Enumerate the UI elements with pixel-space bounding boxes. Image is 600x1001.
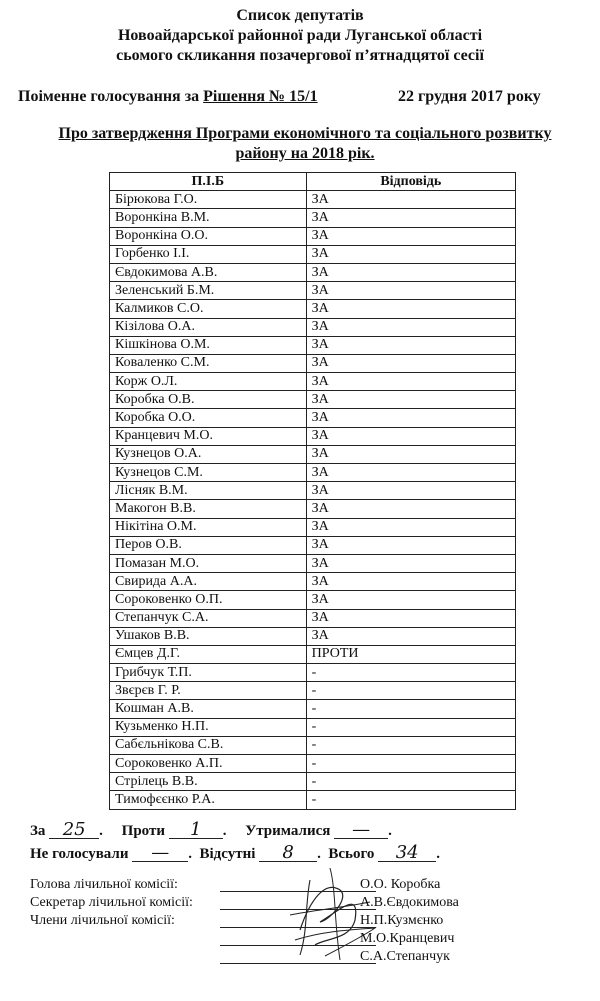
deputy-name-cell: Євдокимова А.В.	[110, 263, 307, 281]
table-row	[110, 391, 516, 409]
deputy-name-cell: Стрілець В.В.	[110, 773, 307, 791]
vote-answer-cell: ЗА	[306, 209, 515, 227]
table-row	[110, 482, 516, 500]
commission-secretary-name: А.В.Євдокимова	[360, 895, 459, 910]
vote-answer-cell: ЗА	[306, 354, 515, 372]
vote-answer-cell: ЗА	[306, 227, 515, 245]
deputy-name-cell: Кішкінова О.М.	[110, 336, 307, 354]
vote-answer-cell: ЗА	[306, 591, 515, 609]
totals-line-1: За 25 . Проти 1 . Утрималися — .	[30, 819, 392, 840]
deputy-name-cell: Кранцевич М.О.	[110, 427, 307, 445]
vote-line	[18, 88, 578, 106]
votes-body	[110, 191, 516, 809]
vote-date: 22 грудня 2017 року	[398, 88, 541, 105]
deputy-name-cell: Ушаков В.В.	[110, 627, 307, 645]
deputy-name-cell: Сороковенко А.П.	[110, 755, 307, 773]
table-row	[110, 591, 516, 609]
vote-answer-cell: ЗА	[306, 300, 515, 318]
totals-line-2: Не голосували — . Відсутні 8 . Всього 34 .	[30, 842, 440, 863]
table-row	[110, 427, 516, 445]
deputy-name-cell: Макогон В.В.	[110, 500, 307, 518]
vote-answer-cell: ЗА	[306, 573, 515, 591]
vote-answer-cell: -	[306, 736, 515, 754]
deputy-name-cell: Корж О.Л.	[110, 373, 307, 391]
utrym-label: Утрималися	[245, 823, 331, 839]
subject-line-2: району на 2018 рік.	[235, 145, 375, 162]
vote-answer-cell: -	[306, 791, 515, 809]
header-answer: Відповідь	[306, 173, 515, 191]
commission-names	[360, 876, 459, 966]
vote-answer-cell: ЗА	[306, 427, 515, 445]
deputy-name-cell: Лісняк В.М.	[110, 482, 307, 500]
header-title: Список депутатів	[236, 7, 364, 24]
table-row	[110, 500, 516, 518]
vote-answer-cell: ЗА	[306, 336, 515, 354]
table-row	[110, 263, 516, 281]
table-row	[110, 791, 516, 809]
header-session: сьомого скликання позачергової п’ятнадцятої сесії	[116, 47, 484, 64]
vote-answer-cell: ЗА	[306, 464, 515, 482]
proty-label: Проти	[121, 823, 165, 839]
deputy-name-cell: Свирида А.А.	[110, 573, 307, 591]
vote-answer-cell: ЗА	[306, 536, 515, 554]
deputy-name-cell: Коробка О.О.	[110, 409, 307, 427]
table-row	[110, 336, 516, 354]
table-row	[110, 464, 516, 482]
table-row	[110, 227, 516, 245]
deputy-name-cell: Сабєльнікова С.В.	[110, 736, 307, 754]
table-row	[110, 718, 516, 736]
vote-answer-cell: -	[306, 718, 515, 736]
table-row	[110, 573, 516, 591]
table-row	[110, 300, 516, 318]
deputy-name-cell: Калмиков С.О.	[110, 300, 307, 318]
vote-answer-cell: ЗА	[306, 282, 515, 300]
vote-answer-cell: -	[306, 773, 515, 791]
table-row	[110, 318, 516, 336]
decision-subject	[20, 124, 590, 164]
commission-head-name: О.О. Коробка	[360, 877, 441, 892]
table-row	[110, 700, 516, 718]
deputy-name-cell: Зеленський Б.М.	[110, 282, 307, 300]
votes-table	[109, 172, 516, 810]
table-row	[110, 409, 516, 427]
deputy-name-cell: Ємцев Д.Г.	[110, 645, 307, 663]
vsogo-label: Всього	[328, 846, 375, 862]
vote-prefix: Поіменне голосування за	[18, 88, 204, 105]
deputy-name-cell: Кізілова О.А.	[110, 318, 307, 336]
deputy-name-cell: Нікітіна О.М.	[110, 518, 307, 536]
vote-answer-cell: ЗА	[306, 191, 515, 209]
header-council: Новоайдарської районної ради Луганської області	[117, 27, 483, 44]
vote-answer-cell: ЗА	[306, 263, 515, 281]
commission-members-label: Члени лічильної комісії:	[30, 913, 175, 928]
table-row	[110, 373, 516, 391]
deputy-name-cell: Грибчук Т.П.	[110, 664, 307, 682]
deputy-name-cell: Коваленко С.М.	[110, 354, 307, 372]
vote-answer-cell: ЗА	[306, 373, 515, 391]
table-row	[110, 682, 516, 700]
deputy-name-cell: Перов О.В.	[110, 536, 307, 554]
ne-value: —	[132, 845, 188, 862]
vidsutni-value: 8	[259, 845, 317, 862]
deputy-name-cell: Кузнецов С.М.	[110, 464, 307, 482]
vote-answer-cell: ЗА	[306, 409, 515, 427]
vote-answer-cell: ЗА	[306, 554, 515, 572]
deputy-name-cell: Помазан М.О.	[110, 554, 307, 572]
proty-value: 1	[169, 822, 223, 839]
table-row	[110, 773, 516, 791]
za-label: За	[30, 823, 46, 839]
document-header	[0, 6, 600, 66]
commission-head-label: Голова лічильної комісії:	[30, 877, 178, 892]
table-row	[110, 536, 516, 554]
vote-answer-cell: ЗА	[306, 518, 515, 536]
deputy-name-cell: Воронкіна О.О.	[110, 227, 307, 245]
vsogo-value: 34	[378, 845, 436, 862]
header-name: П.І.Б	[110, 173, 307, 191]
vote-answer-cell: -	[306, 682, 515, 700]
table-row	[110, 354, 516, 372]
vote-answer-cell: -	[306, 700, 515, 718]
commission-secretary-label: Секретар лічильної комісії:	[30, 895, 193, 910]
table-header-row	[110, 173, 516, 191]
vote-answer-cell: ЗА	[306, 445, 515, 463]
table-row	[110, 736, 516, 754]
deputy-name-cell: Горбенко І.І.	[110, 245, 307, 263]
table-row	[110, 445, 516, 463]
table-row	[110, 518, 516, 536]
deputy-name-cell: Кузьменко Н.П.	[110, 718, 307, 736]
vote-answer-cell: ЗА	[306, 627, 515, 645]
commission-member-2: М.О.Кранцевич	[360, 931, 455, 946]
commission-member-1: Н.П.Кузмєнко	[360, 913, 444, 928]
deputy-name-cell: Коробка О.В.	[110, 391, 307, 409]
vote-answer-cell: ЗА	[306, 245, 515, 263]
table-row	[110, 245, 516, 263]
vote-answer-cell: -	[306, 755, 515, 773]
vote-answer-cell: ЗА	[306, 482, 515, 500]
deputy-name-cell: Сороковенко О.П.	[110, 591, 307, 609]
deputy-name-cell: Кошман А.В.	[110, 700, 307, 718]
deputy-name-cell: Степанчук С.А.	[110, 609, 307, 627]
utrym-value: —	[334, 822, 388, 839]
table-row	[110, 191, 516, 209]
deputy-name-cell: Звєрєв Г. Р.	[110, 682, 307, 700]
commission-member-3: С.А.Степанчук	[360, 949, 450, 964]
deputy-name-cell: Кузнецов О.А.	[110, 445, 307, 463]
subject-line-1: Про затвердження Програми економічного та соціального розвитку	[58, 125, 552, 142]
za-value: 25	[49, 822, 99, 839]
vote-answer-cell: -	[306, 664, 515, 682]
deputy-name-cell: Тимофєєнко Р.А.	[110, 791, 307, 809]
deputy-name-cell: Бірюкова Г.О.	[110, 191, 307, 209]
ne-label: Не голосували	[30, 846, 129, 862]
table-row	[110, 554, 516, 572]
table-row	[110, 664, 516, 682]
table-row	[110, 209, 516, 227]
table-row	[110, 627, 516, 645]
vote-answer-cell: ЗА	[306, 500, 515, 518]
commission-labels	[30, 876, 193, 930]
table-row	[110, 609, 516, 627]
vote-answer-cell: ЗА	[306, 318, 515, 336]
table-row	[110, 282, 516, 300]
table-row	[110, 645, 516, 663]
vote-answer-cell: ПРОТИ	[306, 645, 515, 663]
vote-answer-cell: ЗА	[306, 391, 515, 409]
deputy-name-cell: Воронкіна В.М.	[110, 209, 307, 227]
vidsutni-label: Відсутні	[199, 846, 256, 862]
table-row	[110, 755, 516, 773]
vote-answer-cell: ЗА	[306, 609, 515, 627]
decision-number: Рішення № 15/1	[203, 88, 318, 105]
